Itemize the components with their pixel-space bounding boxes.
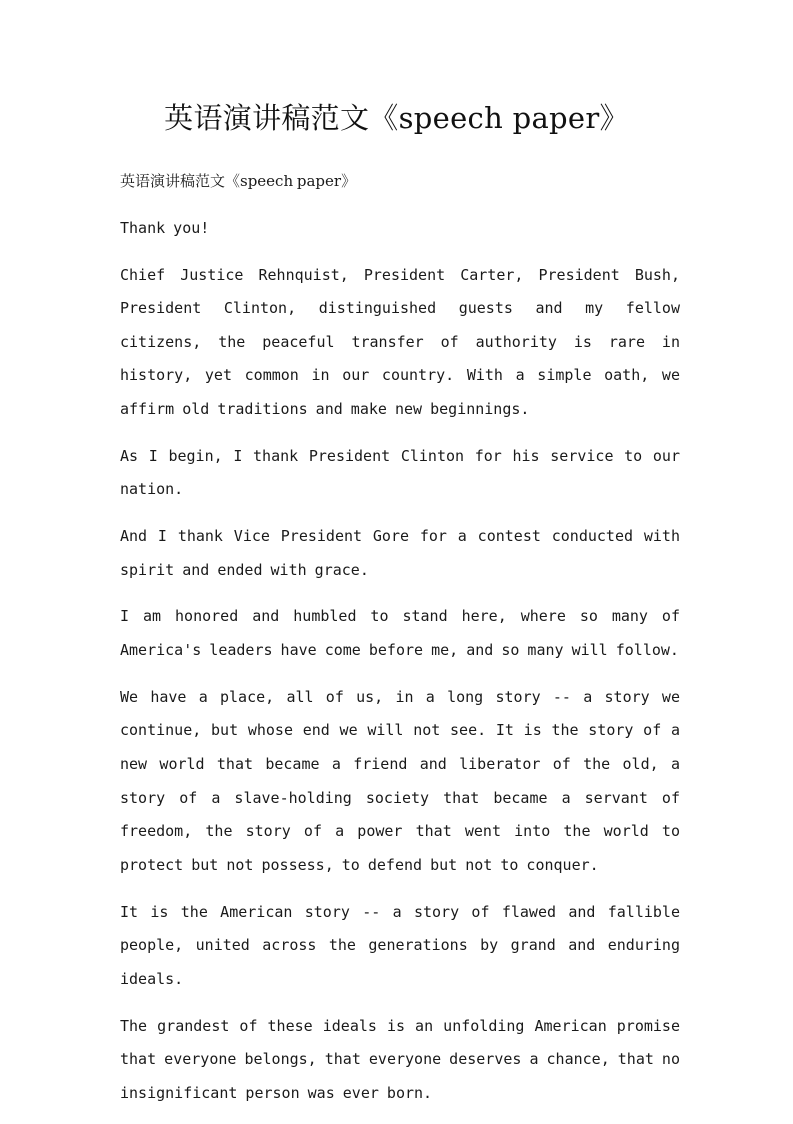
paragraph-greeting: Chief Justice Rehnquist, President Carter, President Bush, President Clinton, distinguished guests and my fellow citizens, the peaceful transfer of authority is rare in history, yet common in our country. With a simple oath, we affirm old traditions and make new beginnings. — [120, 265, 680, 418]
subtitle-paragraph: 英语演讲稿范文《speech paper》 — [120, 172, 357, 190]
paragraph-grandest-ideals: The grandest of these ideals is an unfolding American promise that everyone belongs, that everyone deserves a chance, that no insignificant person was ever born. — [120, 1016, 680, 1102]
paragraph-honored: I am honored and humbled to stand here, where so many of America's leaders have come before me, and so many will follow. — [120, 607, 680, 660]
paragraph-american-story: It is the American story -- a story of flawed and fallible people, united across the generations by grand and enduring ideals. — [120, 902, 680, 988]
paragraph-long-story: We have a place, all of us, in a long story -- a story we continue, but whose end we will not see. It is the story of a new world that became a friend and liberator of the old, a story of a slave-holding society that became a servant of freedom, the story of a power that went into the world to protect but not possess, to defend but not to conquer. — [120, 687, 680, 874]
paragraph-thanks-gore: And I thank Vice President Gore for a contest conducted with spirit and ended with grace. — [120, 527, 680, 579]
document-title: 英语演讲稿范文《speech paper》 — [164, 101, 629, 135]
document-body — [120, 165, 680, 1124]
paragraph-thanks-clinton: As I begin, I thank President Clinton for his service to our nation. — [120, 446, 680, 499]
paragraph-thank-you: Thank you! — [120, 218, 210, 237]
